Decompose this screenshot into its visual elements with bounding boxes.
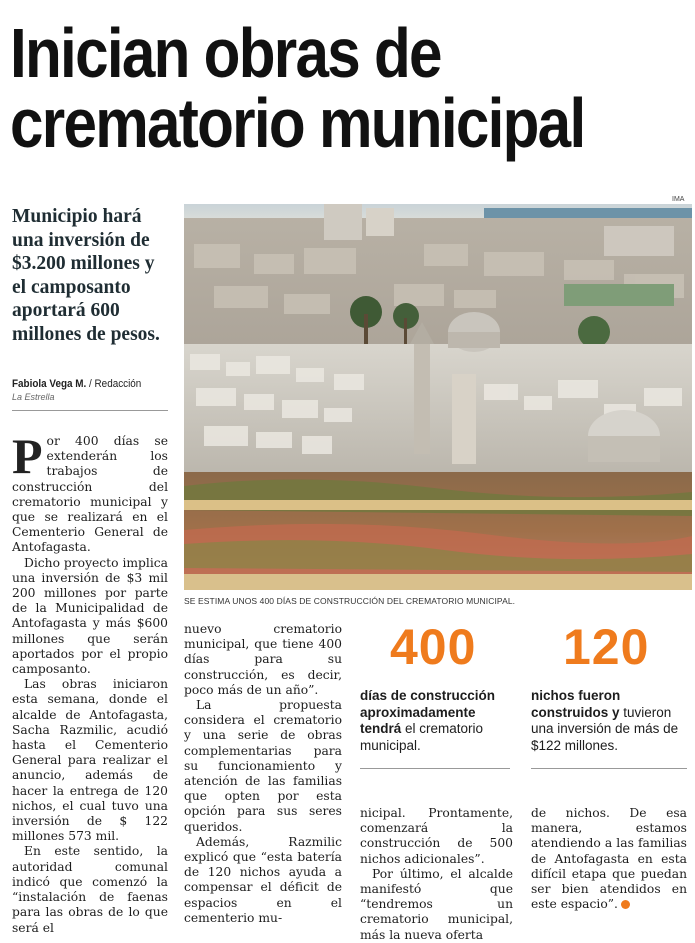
drop-cap: P	[12, 428, 43, 484]
paragraph	[12, 428, 168, 556]
paragraph: En este sentido, la autoridad comunal indicó que comenzó la “instalación de faenas para las obras de lo que será el	[12, 844, 168, 935]
byline-source: La Estrella	[12, 392, 55, 402]
byline-divider	[12, 410, 168, 411]
deck-subheadline: Municipio hará una inversión de $3.200 millones y el camposanto aportará 600 millones de pesos.	[12, 206, 160, 345]
paragraph: nuevo crematorio municipal, que tiene 400 días para su construcción, es decir, poco más de un año”.	[184, 622, 342, 697]
stat-niches-text	[531, 688, 687, 754]
stat-days-bold: días de construcción aproximadamente tendrá	[360, 688, 496, 736]
cemetery-photo	[184, 204, 692, 590]
headline-line-2: crematorio municipal	[10, 84, 585, 162]
body-column-4	[531, 806, 687, 912]
headline	[10, 14, 595, 162]
stat-niches-number: 120	[563, 619, 650, 675]
paragraph: nicipal. Prontamente, comenzará la construcción de 500 nichos adicionales”.	[360, 806, 513, 866]
stat-niches-rest: tuvieron una inversión de más de $122 millones.	[531, 704, 679, 753]
paragraph: Dicho proyecto implica una inversión de $3 mil 200 millones por parte de la Municipalidad de Antofagasta y más $600 millones que serán aportados por el propio camposanto.	[12, 555, 168, 677]
byline	[12, 378, 152, 390]
photo-credit: IMA	[672, 196, 685, 203]
stat-niches-divider	[531, 768, 687, 769]
paragraph: Las obras iniciaron esta semana, donde el alcalde de Antofagasta, Sacha Razmilic, acudió hasta el Cementerio General para realizar el anuncio, además de hacer la entrega de 120 nichos, el cual tuvo una inversión de $ 122 millones 573 mil.	[12, 677, 168, 844]
paragraph: Por último, el alcalde manifestó que “tendremos un crematorio municipal, más la nueva oferta	[360, 866, 513, 942]
body-column-1	[12, 428, 168, 936]
stat-days-text	[360, 688, 510, 754]
paragraph	[531, 806, 687, 912]
body-column-2	[184, 622, 342, 926]
paragraph: Además, Razmilic explicó que “esta batería de 120 nichos ayuda a compensar el déficit de espacios en el cementerio mu-	[184, 834, 342, 925]
stat-days-number: 400	[390, 619, 477, 675]
paragraph-text: or 400 días se extenderán los trabajos de construcción del crematorio municipal y que se realizará en el Cementerio General de Antofagasta.	[12, 434, 168, 555]
byline-role: Redacción	[94, 378, 142, 390]
stat-days-divider	[360, 768, 510, 769]
paragraph: La propuesta considera el crematorio y una serie de obras complementarias para su funcionamiento y atención de las familias que opten por esta opción para sus seres queridos.	[184, 698, 342, 834]
body-column-3	[360, 806, 513, 943]
headline-line-1: Inician obras de	[10, 14, 441, 92]
stat-niches-bold: nichos fueron construidos y	[531, 688, 621, 720]
photo-caption: SE ESTIMA UNOS 400 DÍAS DE CONSTRUCCIÓN DEL CREMATORIO MUNICIPAL.	[184, 596, 516, 606]
paragraph-text: de nichos. De esa manera, estamos atendiendo a las familias de Antofagasta en esta difícil etapa que puedan ser bien atendidos en este espacio”.	[531, 806, 687, 912]
stat-days-rest: el crematorio municipal.	[360, 721, 484, 753]
byline-separator: /	[86, 378, 95, 390]
end-of-article-dot-icon	[621, 900, 630, 909]
byline-author: Fabiola Vega M.	[12, 378, 87, 390]
